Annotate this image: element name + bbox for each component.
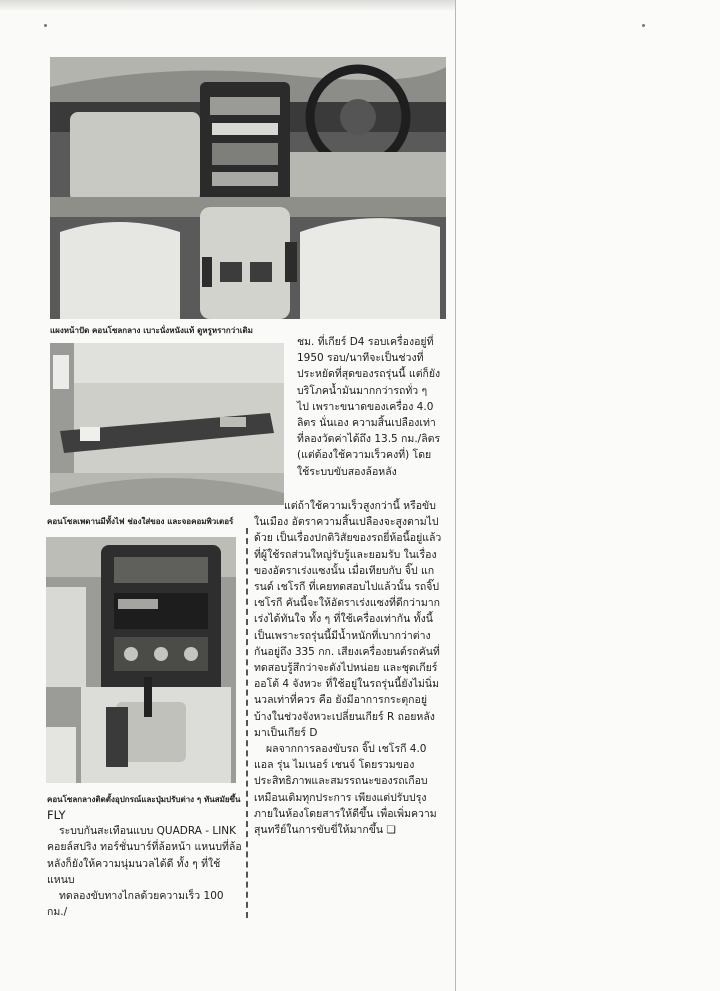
left-paragraph-1: ระบบกันสะเทือนแบบ QUADRA - LINK คอยล์สปริง ทอร์ชั่นบาร์ที่ล้อหน้า แหนบที่ล้อหลังก็ยังให้ความนุ่มนวลได้ดี ทั้ง ๆ ที่ใช้แหนบ [47, 825, 242, 886]
overhead-console-photo [50, 343, 284, 505]
scan-speck [642, 24, 645, 27]
right-paragraph-3: ผลจากการลองขับรถ จิ๊ป เชโรกี 4.0 แอล รุ่น ไมเนอร์ เชนจ์ โดยรวมของประสิทธิภาพและสมรรถนะของรถเกือบเหมือนเดิมทุกประการ เพียงแต่ปรับปรุงภายในห้องโดยสารให้ดีขึ้น เพื่อเพิ่มความสุนทรีย์ในการขับขี่ให้มากขึ้น ❏ [254, 743, 437, 837]
left-column [47, 807, 243, 920]
blank-facing-page [455, 0, 720, 991]
center-console-graphic [46, 537, 236, 783]
left-paragraph-2: ทดลองขับทางไกลด้วยความเร็ว 100 กม./ [47, 890, 224, 919]
column-divider [246, 528, 248, 918]
photo3-caption: คอนโซลกลางติดตั้งอุปกรณ์และปุ่มปรับต่าง ๆ ทันสมัยขึ้น [47, 795, 241, 804]
right-paragraph-1: ชม. ที่เกียร์ D4 รอบเครื่องอยู่ที่ 1950 รอบ/นาทีจะเป็นช่วงที่ประหยัดที่สุดของรถรุ่นนี้ แต่ก็ยังบริโภคน้ำมันมากกว่ารถทั่ว ๆ ไป เพราะขนาดของเครื่อง 4.0 ลิตร นั่นเอง ความสิ้นเปลืองเท่าที่ลองวัดค่าได้ถึง 13.5 กม./ลิตร (แต่ต้องใช้ความเร็วคงที่) โดยใช้ระบบขับสองล้อหลัง [297, 336, 441, 478]
dashboard-photo [50, 57, 446, 319]
photo2-caption: คอนโซลเพดานมีทั้งไฟ ช่องใส่ของ และจอคอมพิวเตอร์ [47, 517, 234, 526]
overhead-console-graphic [50, 343, 284, 505]
fly-label: FLY [47, 808, 66, 822]
right-column-wide [254, 498, 442, 838]
right-column [297, 334, 442, 480]
right-paragraph-2: แต่ถ้าใช้ความเร็วสูงกว่านี้ หรือขับในเมือง อัตราความสิ้นเปลืองจะสูงตามไปด้วย เป็นเรื่องปกติวิสัยของรถยี่ห้อนี้อยู่แล้วที่ผู้ใช้รถส่วนใหญ่รับรู้และยอมรับ ในเรื่องของอัตราเร่งแซงนั้น เมื่อเทียบกับ จิ๊ป แกรนด์ เชโรกี ที่เคยทดสอบไปแล้วนั้น รถจิ๊ป เชโรกี คันนี้จะให้อัตราเร่งแซงที่ดีกว่ามาก เร่งได้ทันใจ ทั้ง ๆ ที่ใช้เครื่องเท่ากัน ทั้งนี้เป็นเพราะรถรุ่นนี้มีน้ำหนักที่เบากว่าต่างกันอยู่ถึง 335 กก. เสียงเครื่องยนต์รถคันที่ทดสอบรู้สึกว่าจะดังไปหน่อย และชุดเกียร์ ออโต้ 4 จังหวะ ที่ใช้อยู่ในรถรุ่นนี้ยังไม่นิ่มนวลเท่าที่ควร คือ ยังมีอาการกระตุกอยู่บ้างในช่วงจังหวะเปลี่ยนเกียร์ R ถอยหลัง มาเป็นเกียร์ D [254, 500, 442, 739]
center-console-photo [46, 537, 236, 783]
dashboard-photo-graphic [50, 57, 446, 319]
scan-speck [44, 24, 47, 27]
photo1-caption: แผงหน้าปัด คอนโซลกลาง เบาะนั่งหนังแท้ ดูหรูหรากว่าเดิม [50, 326, 253, 335]
